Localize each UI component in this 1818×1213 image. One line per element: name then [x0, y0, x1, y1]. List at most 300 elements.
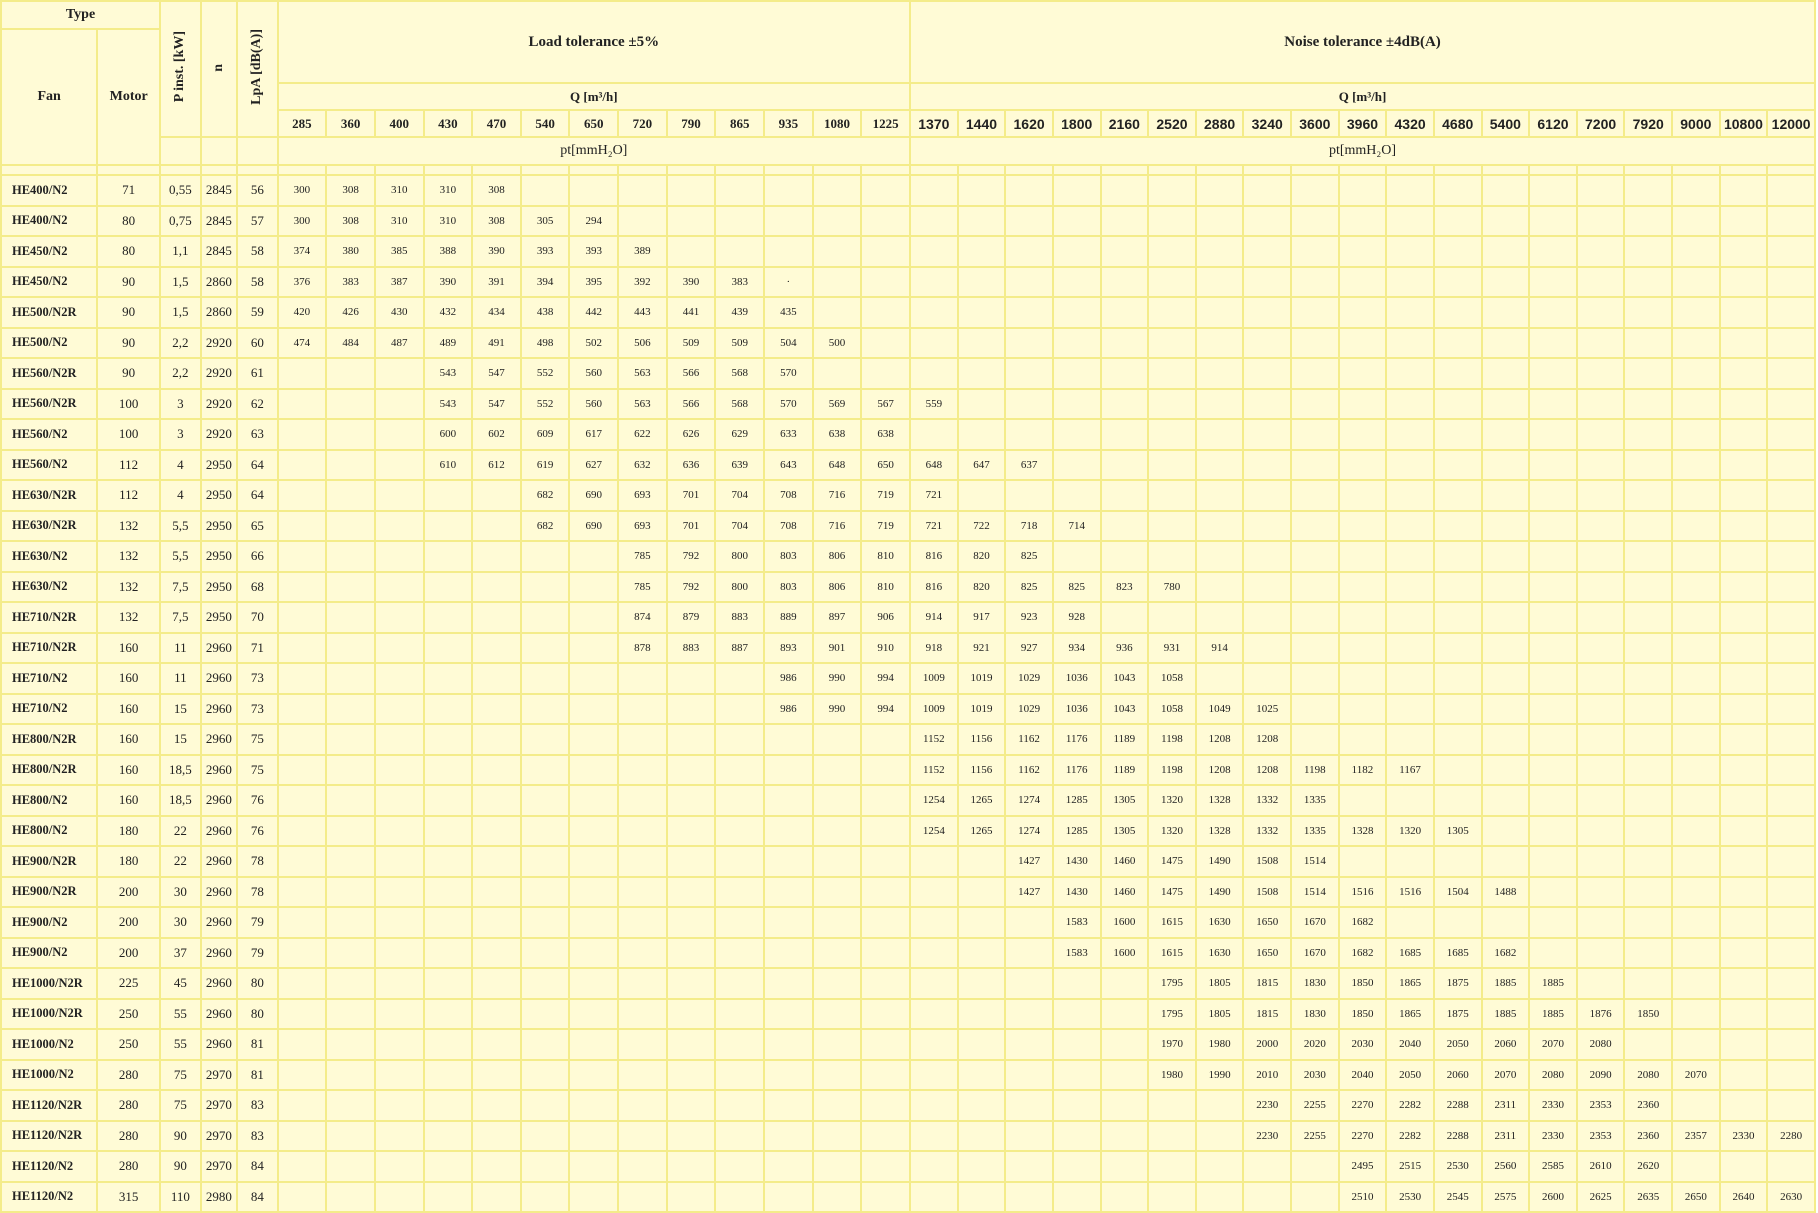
pressure-value: 2040 — [1339, 1060, 1387, 1091]
pressure-value — [326, 541, 375, 572]
pressure-value — [1148, 206, 1196, 237]
pressure-value — [1672, 846, 1720, 877]
installed-power: 90 — [160, 1151, 201, 1182]
pressure-value: 392 — [618, 267, 667, 298]
pressure-value — [1434, 541, 1482, 572]
table-body — [1, 165, 1815, 1212]
pressure-value — [1434, 419, 1482, 450]
pressure-value — [472, 877, 521, 908]
pressure-value — [1767, 846, 1815, 877]
table-row — [1, 968, 1815, 999]
pressure-value: 648 — [910, 450, 958, 481]
pressure-value — [1291, 663, 1339, 694]
pressure-value: 719 — [861, 511, 910, 542]
pressure-value — [715, 877, 764, 908]
pressure-value — [1196, 1151, 1244, 1182]
pressure-value — [667, 1121, 716, 1152]
pressure-value — [910, 999, 958, 1030]
pressure-value: 1152 — [910, 724, 958, 755]
pressure-value — [326, 358, 375, 389]
pressure-value — [1101, 358, 1149, 389]
pressure-value: 2510 — [1339, 1182, 1387, 1213]
pressure-value: 308 — [326, 206, 375, 237]
pressure-value — [521, 1060, 570, 1091]
motor-size: 160 — [97, 694, 160, 725]
pressure-value — [424, 633, 473, 664]
pressure-value: 637 — [1005, 450, 1053, 481]
installed-power: 30 — [160, 877, 201, 908]
pressure-value: 1490 — [1196, 846, 1244, 877]
pressure-value — [861, 1029, 910, 1060]
pressure-value: 393 — [521, 236, 570, 267]
flow-value: 540 — [521, 110, 570, 137]
pressure-value — [424, 1121, 473, 1152]
pressure-value — [764, 1029, 813, 1060]
pressure-value — [1101, 419, 1149, 450]
fan-model: HE400/N2 — [1, 175, 97, 206]
pressure-value — [1339, 572, 1387, 603]
motor-size: 200 — [97, 938, 160, 969]
pressure-value — [424, 1182, 473, 1213]
pressure-value: · — [764, 267, 813, 298]
pressure-value — [472, 938, 521, 969]
pressure-value — [764, 968, 813, 999]
pressure-value: 2070 — [1482, 1060, 1530, 1091]
pressure-value — [764, 846, 813, 877]
pressure-value — [861, 328, 910, 359]
pressure-value — [326, 389, 375, 420]
pressure-value — [1577, 968, 1625, 999]
pressure-value — [569, 572, 618, 603]
pressure-value — [667, 968, 716, 999]
pressure-value — [1101, 206, 1149, 237]
pressure-value — [569, 1090, 618, 1121]
pressure-value: 626 — [667, 419, 716, 450]
pressure-value: 1460 — [1101, 846, 1149, 877]
pressure-value — [1005, 297, 1053, 328]
pressure-value: 568 — [715, 358, 764, 389]
pressure-value — [1624, 297, 1672, 328]
pressure-value — [1243, 1151, 1291, 1182]
table-row — [1, 1060, 1815, 1091]
pressure-value — [521, 907, 570, 938]
pressure-value: 2040 — [1386, 1029, 1434, 1060]
table-row — [1, 602, 1815, 633]
pressure-value — [1148, 1182, 1196, 1213]
pressure-value — [1672, 450, 1720, 481]
installed-power: 55 — [160, 1029, 201, 1060]
pressure-value — [1529, 541, 1577, 572]
pressure-value — [1767, 999, 1815, 1030]
pressure-value — [1624, 938, 1672, 969]
pressure-value — [521, 816, 570, 847]
motor-size: 90 — [97, 358, 160, 389]
pressure-value — [326, 1090, 375, 1121]
pressure-value — [618, 1121, 667, 1152]
pressure-value — [1624, 846, 1672, 877]
pressure-value — [861, 236, 910, 267]
pressure-value: 438 — [521, 297, 570, 328]
pressure-value — [1101, 541, 1149, 572]
fan-model: HE900/N2 — [1, 907, 97, 938]
pressure-value: 1058 — [1148, 694, 1196, 725]
pressure-value — [813, 755, 862, 786]
pressure-value: 1670 — [1291, 907, 1339, 938]
motor-size: 100 — [97, 419, 160, 450]
pressure-value — [278, 816, 327, 847]
pressure-value — [813, 816, 862, 847]
pressure-value — [1243, 206, 1291, 237]
pressure-value — [1529, 389, 1577, 420]
pressure-value — [278, 1090, 327, 1121]
pressure-value: 435 — [764, 297, 813, 328]
pressure-value — [1720, 877, 1768, 908]
pressure-value: 1176 — [1053, 755, 1101, 786]
pressure-value — [813, 206, 862, 237]
pressure-value — [278, 1060, 327, 1091]
pressure-value — [1196, 1121, 1244, 1152]
pressure-value — [375, 419, 424, 450]
flow-value: 865 — [715, 110, 764, 137]
motor-size: 160 — [97, 785, 160, 816]
pressure-value: 708 — [764, 480, 813, 511]
sound-level: 73 — [237, 663, 278, 694]
pressure-value: 2330 — [1720, 1121, 1768, 1152]
motor-size: 280 — [97, 1060, 160, 1091]
pressure-value: 1615 — [1148, 907, 1196, 938]
pressure-value — [1482, 724, 1530, 755]
pressure-value — [1196, 389, 1244, 420]
pressure-value: 1885 — [1482, 999, 1530, 1030]
pressure-value — [569, 1060, 618, 1091]
pressure-value — [1720, 663, 1768, 694]
pressure-value: 310 — [375, 175, 424, 206]
pressure-value — [667, 1090, 716, 1121]
pressure-value — [1529, 572, 1577, 603]
table-row — [1, 907, 1815, 938]
pressure-value — [1577, 511, 1625, 542]
pressure-value: 1885 — [1529, 968, 1577, 999]
pressure-value — [958, 1182, 1006, 1213]
pressure-value: 2630 — [1767, 1182, 1815, 1213]
pressure-value: 552 — [521, 389, 570, 420]
table-row — [1, 938, 1815, 969]
pressure-value: 484 — [326, 328, 375, 359]
pressure-value — [715, 694, 764, 725]
pressure-value — [910, 1182, 958, 1213]
pressure-value: 792 — [667, 572, 716, 603]
pressure-value — [910, 1029, 958, 1060]
pressure-value — [1720, 1060, 1768, 1091]
pressure-value — [1101, 999, 1149, 1030]
table-row — [1, 175, 1815, 206]
pressure-value — [618, 1060, 667, 1091]
installed-power: 30 — [160, 907, 201, 938]
pressure-value: 1830 — [1291, 968, 1339, 999]
pressure-value: 1198 — [1291, 755, 1339, 786]
pressure-value: 617 — [569, 419, 618, 450]
pressure-value — [424, 1151, 473, 1182]
flow-value: 1370 — [910, 110, 958, 137]
pressure-value — [569, 846, 618, 877]
pressure-value — [910, 328, 958, 359]
pressure-value: 1475 — [1148, 877, 1196, 908]
pressure-value — [1624, 663, 1672, 694]
pressure-value: 1508 — [1243, 846, 1291, 877]
pressure-value — [424, 816, 473, 847]
pressure-value — [1767, 480, 1815, 511]
pressure-value — [1624, 724, 1672, 755]
pressure-value — [1053, 389, 1101, 420]
pressure-value — [1148, 419, 1196, 450]
pressure-value — [1624, 572, 1672, 603]
pressure-value — [861, 907, 910, 938]
pressure-value — [278, 938, 327, 969]
pressure-value — [424, 999, 473, 1030]
fan-model: HE800/N2R — [1, 724, 97, 755]
pressure-value: 627 — [569, 450, 618, 481]
pressure-value — [1720, 175, 1768, 206]
pressure-value — [1243, 450, 1291, 481]
pressure-value: 600 — [424, 419, 473, 450]
pressure-value — [1482, 816, 1530, 847]
pressure-value — [1101, 511, 1149, 542]
rotation-speed: 2980 — [201, 1182, 237, 1213]
pressure-value: 722 — [958, 511, 1006, 542]
pressure-value: 1682 — [1482, 938, 1530, 969]
pressure-value — [1672, 694, 1720, 725]
pressure-value — [1243, 389, 1291, 420]
motor-size: 180 — [97, 816, 160, 847]
pressure-value — [1196, 480, 1244, 511]
pressure-value — [1339, 175, 1387, 206]
table-row — [1, 328, 1815, 359]
pressure-value: 1885 — [1482, 968, 1530, 999]
pressure-value — [1339, 846, 1387, 877]
pressure-value — [1482, 907, 1530, 938]
pressure-value — [1243, 541, 1291, 572]
pressure-value: 1583 — [1053, 938, 1101, 969]
pressure-value: 2357 — [1672, 1121, 1720, 1152]
pressure-value — [1529, 297, 1577, 328]
pressure-value: 901 — [813, 633, 862, 664]
fan-model: HE560/N2R — [1, 389, 97, 420]
pressure-value: 1335 — [1291, 785, 1339, 816]
pressure-value — [472, 602, 521, 633]
pressure-value — [472, 846, 521, 877]
pressure-value — [1767, 297, 1815, 328]
pressure-value — [326, 633, 375, 664]
pressure-value — [1243, 663, 1291, 694]
pressure-value — [958, 297, 1006, 328]
pressure-value — [813, 358, 862, 389]
pressure-value — [1243, 236, 1291, 267]
pressure-value: 704 — [715, 511, 764, 542]
flow-value: 470 — [472, 110, 521, 137]
pressure-value — [1720, 1151, 1768, 1182]
pressure-value: 420 — [278, 297, 327, 328]
pressure-value: 2353 — [1577, 1090, 1625, 1121]
pressure-value — [521, 663, 570, 694]
pressure-value — [1101, 297, 1149, 328]
pressure-value — [861, 877, 910, 908]
pressure-value — [1386, 572, 1434, 603]
pressure-label-load: pt[mmH₂O] — [278, 137, 910, 165]
pressure-value — [1529, 206, 1577, 237]
pressure-value: 693 — [618, 480, 667, 511]
pressure-value — [375, 1090, 424, 1121]
pressure-value — [326, 724, 375, 755]
pressure-value — [1624, 694, 1672, 725]
pressure-value — [521, 1090, 570, 1121]
pressure-value: 566 — [667, 358, 716, 389]
motor-size: 71 — [97, 175, 160, 206]
pressure-value: 2270 — [1339, 1121, 1387, 1152]
pressure-value — [667, 1029, 716, 1060]
pressure-value — [1291, 1182, 1339, 1213]
pressure-value — [764, 999, 813, 1030]
pressure-value — [521, 968, 570, 999]
flow-value: 400 — [375, 110, 424, 137]
pressure-value — [326, 511, 375, 542]
pressure-value — [667, 907, 716, 938]
pressure-value: 810 — [861, 541, 910, 572]
pressure-value — [618, 694, 667, 725]
pressure-value: 2282 — [1386, 1090, 1434, 1121]
pressure-value — [375, 877, 424, 908]
pressure-value: 1850 — [1339, 999, 1387, 1030]
pressure-value — [472, 572, 521, 603]
pressure-value — [1529, 694, 1577, 725]
table-row — [1, 999, 1815, 1030]
pressure-value — [1672, 877, 1720, 908]
pressure-value — [1767, 267, 1815, 298]
pressure-value: 2620 — [1624, 1151, 1672, 1182]
pressure-value — [910, 358, 958, 389]
pressure-value — [1101, 450, 1149, 481]
pressure-value — [764, 1090, 813, 1121]
pressure-value — [813, 968, 862, 999]
pressure-value — [1624, 358, 1672, 389]
pressure-value — [1482, 785, 1530, 816]
table-row — [1, 877, 1815, 908]
pressure-value — [861, 938, 910, 969]
pressure-value: 889 — [764, 602, 813, 633]
pressure-value — [1577, 175, 1625, 206]
pressure-value — [569, 663, 618, 694]
pressure-value — [1386, 389, 1434, 420]
pressure-value — [1053, 541, 1101, 572]
flow-label-load: Q [m³/h] — [278, 83, 910, 110]
pressure-value — [1101, 1060, 1149, 1091]
flow-value: 3600 — [1291, 110, 1339, 137]
pressure-value: 430 — [375, 297, 424, 328]
pressure-value: 1682 — [1339, 907, 1387, 938]
pressure-value — [1339, 389, 1387, 420]
pressure-value — [278, 999, 327, 1030]
rotation-speed: 2960 — [201, 1029, 237, 1060]
type-header: Type — [1, 1, 160, 29]
pressure-value — [1291, 389, 1339, 420]
pressure-value — [910, 236, 958, 267]
pressure-value — [958, 877, 1006, 908]
pressure-value: 1156 — [958, 724, 1006, 755]
pressure-value — [1005, 968, 1053, 999]
pressure-value — [521, 938, 570, 969]
pressure-value — [1624, 206, 1672, 237]
pressure-value — [1482, 480, 1530, 511]
pressure-value: 610 — [424, 450, 473, 481]
pressure-value — [1529, 816, 1577, 847]
pressure-value — [667, 694, 716, 725]
pressure-value — [1434, 785, 1482, 816]
pressure-value — [861, 846, 910, 877]
pressure-value: 2010 — [1243, 1060, 1291, 1091]
pressure-value: 570 — [764, 358, 813, 389]
pressure-value: 2560 — [1482, 1151, 1530, 1182]
pressure-value — [764, 1121, 813, 1152]
pressure-value — [764, 907, 813, 938]
fan-model: HE800/N2 — [1, 785, 97, 816]
rotation-speed: 2950 — [201, 480, 237, 511]
rotation-speed: 2950 — [201, 511, 237, 542]
rotation-speed: 2920 — [201, 389, 237, 420]
pressure-value — [1339, 358, 1387, 389]
pressure-value — [375, 816, 424, 847]
pressure-value: 1208 — [1196, 724, 1244, 755]
pressure-value — [1291, 511, 1339, 542]
rotation-speed: 2845 — [201, 236, 237, 267]
installed-power: 75 — [160, 1060, 201, 1091]
pressure-value — [1386, 267, 1434, 298]
pressure-value — [472, 663, 521, 694]
pressure-value — [1767, 938, 1815, 969]
pressure-value — [1577, 419, 1625, 450]
pressure-value — [618, 877, 667, 908]
pressure-value — [472, 785, 521, 816]
pressure-value — [1624, 389, 1672, 420]
pressure-value — [958, 1121, 1006, 1152]
pressure-value: 609 — [521, 419, 570, 450]
pressure-value — [1482, 663, 1530, 694]
pressure-value — [715, 206, 764, 237]
pressure-value — [813, 236, 862, 267]
pressure-value — [813, 1060, 862, 1091]
pressure-value — [1767, 877, 1815, 908]
pressure-value — [326, 938, 375, 969]
pressure-value — [958, 419, 1006, 450]
pressure-value — [667, 785, 716, 816]
pressure-value: 1208 — [1243, 755, 1291, 786]
pressure-value: 390 — [424, 267, 473, 298]
pressure-value — [278, 694, 327, 725]
pressure-value — [1386, 602, 1434, 633]
pressure-value — [910, 1060, 958, 1091]
pressure-value — [1243, 175, 1291, 206]
pressure-value: 1815 — [1243, 999, 1291, 1030]
fan-model: HE710/N2 — [1, 694, 97, 725]
pressure-value — [764, 1151, 813, 1182]
pressure-value: 2030 — [1291, 1060, 1339, 1091]
sound-level: 60 — [237, 328, 278, 359]
pressure-value — [813, 907, 862, 938]
pressure-value — [472, 1029, 521, 1060]
motor-size: 112 — [97, 480, 160, 511]
pressure-value — [958, 328, 1006, 359]
pressure-value — [1434, 480, 1482, 511]
fan-model: HE1000/N2 — [1, 1029, 97, 1060]
pressure-value — [1434, 755, 1482, 786]
